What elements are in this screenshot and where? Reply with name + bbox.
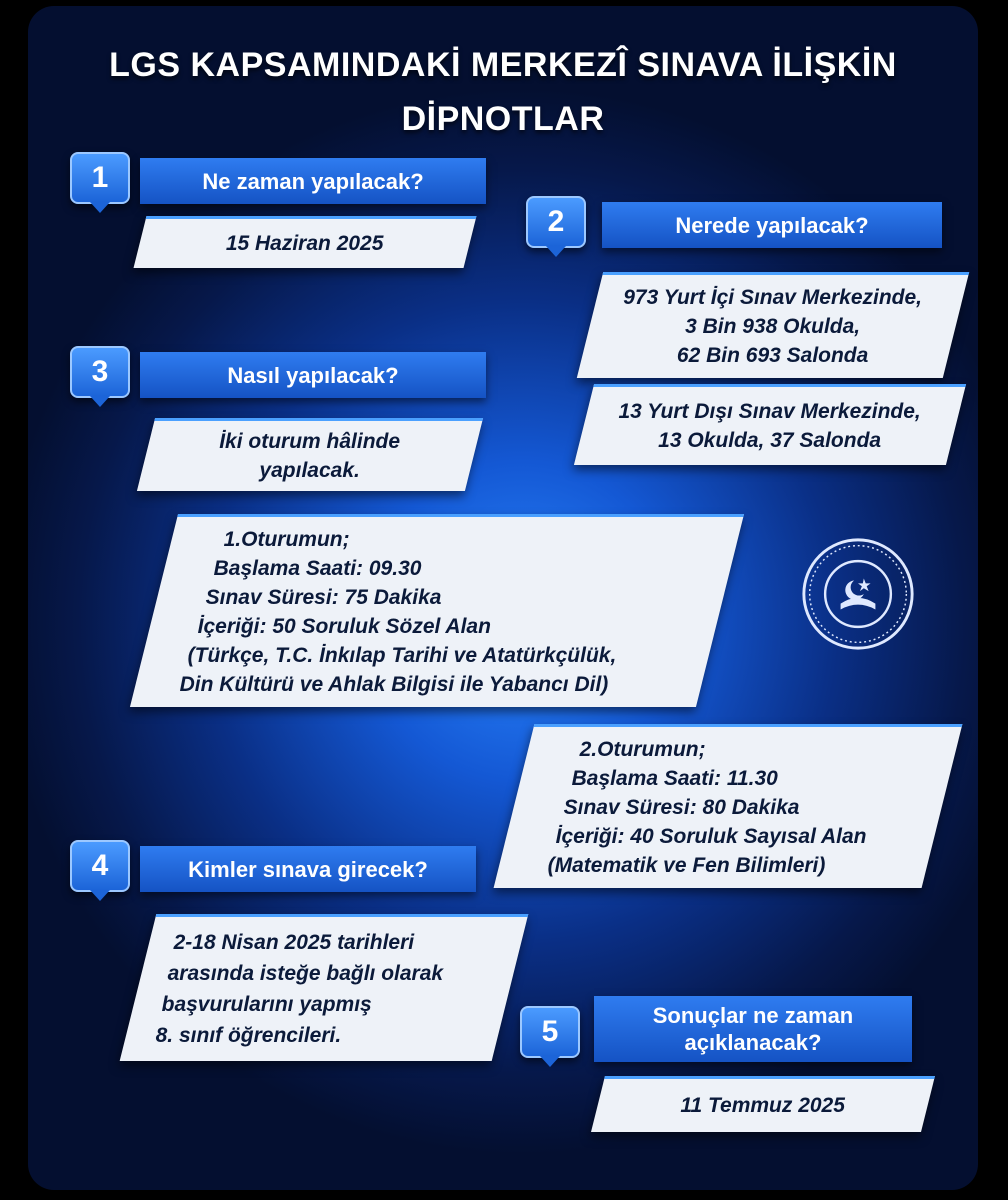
section-1-badge: 1 — [70, 152, 130, 204]
answer-4-line-3: başvurularını yapmış — [161, 993, 372, 1016]
infographic-card — [28, 6, 978, 1190]
answer-3-line-2: yapılacak. — [259, 459, 360, 482]
section-2-badge: 2 — [526, 196, 586, 248]
question-2: Nerede yapılacak? — [602, 202, 942, 248]
session-1-subjects-1: (Türkçe, T.C. İnkılap Tarihi ve Atatürkçülük, — [187, 644, 617, 667]
title-line-1: LGS KAPSAMINDAKİ MERKEZÎ SINAVA İLİŞKİN — [109, 46, 897, 84]
answer-2-abroad — [574, 384, 966, 465]
answer-4 — [120, 914, 529, 1061]
answer-2-domestic-line-1: 973 Yurt İçi Sınav Merkezinde, — [623, 286, 923, 309]
question-1: Ne zaman yapılacak? — [140, 158, 486, 204]
answer-1 — [134, 216, 477, 268]
question-4: Kimler sınava girecek? — [140, 846, 476, 892]
answer-5-text: 11 Temmuz 2025 — [680, 1094, 845, 1117]
section-5-badge: 5 — [520, 1006, 580, 1058]
session-2-box — [494, 724, 963, 888]
answer-2-domestic — [577, 272, 969, 378]
answer-3 — [137, 418, 483, 491]
answer-2-abroad-line-2: 13 Okulda, 37 Salonda — [658, 429, 882, 452]
session-1-box — [130, 514, 744, 707]
answer-4-line-1: 2-18 Nisan 2025 tarihleri — [173, 931, 415, 954]
session-2-subjects: (Matematik ve Fen Bilimleri) — [547, 854, 826, 877]
question-5-line-1: Sonuçlar ne zaman — [652, 1003, 854, 1028]
title-line-2: DİPNOTLAR — [401, 100, 605, 138]
answer-1-text: 15 Haziran 2025 — [225, 232, 384, 255]
section-3-badge: 3 — [70, 346, 130, 398]
session-1-subjects-2: Din Kültürü ve Ahlak Bilgisi ile Yabancı Dil) — [179, 673, 609, 696]
answer-4-line-2: arasında isteğe bağlı olarak — [167, 962, 444, 985]
session-1-duration: Sınav Süresi: 75 Dakika — [205, 586, 442, 609]
question-3: Nasıl yapılacak? — [140, 352, 486, 398]
session-2-content: İçeriği: 40 Soruluk Sayısal Alan — [555, 825, 867, 848]
answer-2-domestic-line-2: 3 Bin 938 Okulda, — [685, 315, 861, 338]
session-1-content: İçeriği: 50 Soruluk Sözel Alan — [197, 615, 491, 638]
answer-3-line-1: İki oturum hâlinde — [219, 430, 401, 453]
session-2-start: Başlama Saati: 11.30 — [571, 767, 778, 790]
session-1-start: Başlama Saati: 09.30 — [213, 557, 422, 580]
session-2-duration: Sınav Süresi: 80 Dakika — [563, 796, 800, 819]
answer-2-abroad-line-1: 13 Yurt Dışı Sınav Merkezinde, — [618, 400, 921, 423]
question-5 — [594, 996, 912, 1062]
answer-4-line-4: 8. sınıf öğrencileri. — [155, 1024, 342, 1047]
answer-2-domestic-line-3: 62 Bin 693 Salonda — [676, 344, 869, 367]
section-4-badge: 4 — [70, 840, 130, 892]
ministry-seal-icon — [800, 536, 916, 652]
session-1-title: 1.Oturumun; — [223, 528, 350, 551]
session-2-title: 2.Oturumun; — [579, 738, 706, 761]
answer-5 — [591, 1076, 935, 1132]
question-5-line-2: açıklanacak? — [684, 1030, 822, 1055]
